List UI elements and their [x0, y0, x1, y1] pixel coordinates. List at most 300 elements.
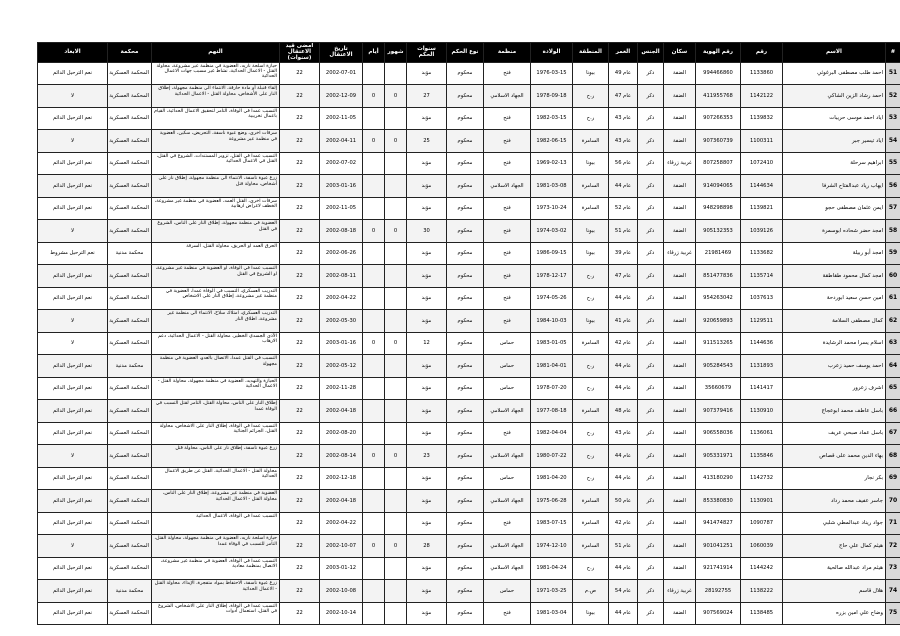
arrest-date: 2002-06-26	[320, 242, 363, 265]
sentence-years: 27	[407, 85, 447, 108]
prisoner-id: 1130901	[741, 490, 783, 513]
organization: حماس	[484, 355, 531, 378]
sex: ذكر	[638, 107, 664, 130]
residence: الضفة	[664, 512, 696, 535]
sentence-days	[363, 310, 385, 333]
residence: غربية زرقاء	[664, 580, 696, 603]
column-header: الابعاد	[38, 43, 108, 63]
sentence-months	[385, 107, 407, 130]
id-card-number: 914094065	[696, 175, 741, 198]
sentence-years: مؤبد	[407, 355, 447, 378]
exile-status: لا	[38, 130, 108, 153]
sentence-days: 0	[363, 220, 385, 243]
age: عام 54	[609, 580, 638, 603]
court: المحكمة العسكرية	[108, 377, 152, 400]
organization: فتح	[484, 242, 531, 265]
region: السامرة	[573, 512, 609, 535]
sentence-months	[385, 602, 407, 625]
column-header: العمر	[609, 43, 638, 63]
years-served: 22	[280, 265, 320, 288]
sentence-years: مؤبد	[407, 467, 447, 490]
age: عام 44	[609, 557, 638, 580]
column-header: الولادة	[531, 43, 573, 63]
sentence-years: مؤبد	[407, 377, 447, 400]
sentence-days: 0	[363, 535, 385, 558]
birth-date: 1982-06-15	[531, 130, 573, 153]
id-card-number: 906558036	[696, 422, 741, 445]
charges: التسبب عمدا في الوفاة، العضوية في منظمة غير مشروعة، الاتصال بمنظمة معادية	[152, 557, 280, 580]
birth-date: 1978-07-20	[531, 377, 573, 400]
age: عام 43	[609, 130, 638, 153]
table-row	[38, 355, 900, 378]
row-number: 64	[886, 355, 900, 378]
column-header: رقم	[741, 43, 783, 63]
prisoner-id: 1144636	[741, 332, 783, 355]
years-served: 22	[280, 377, 320, 400]
court: المحكمة العسكرية	[108, 107, 152, 130]
years-served: 22	[280, 512, 320, 535]
age: عام 52	[609, 197, 638, 220]
sentence-years: مؤبد	[407, 310, 447, 333]
arrest-date: 2002-10-08	[320, 580, 363, 603]
region: بيونا	[573, 242, 609, 265]
birth-date: 1982-03-15	[531, 107, 573, 130]
residence: الضفة	[664, 490, 696, 513]
prisoner-name: باسل عاطف محمد ابوعجاج	[783, 400, 886, 423]
sentence-years: 30	[407, 220, 447, 243]
years-served: 22	[280, 62, 320, 85]
arrest-date: 2003-01-16	[320, 175, 363, 198]
id-card-number: 411955768	[696, 85, 741, 108]
sentence-days: 0	[363, 85, 385, 108]
id-card-number: 905132353	[696, 220, 741, 243]
organization: فتح	[484, 197, 531, 220]
region: ص.م	[573, 580, 609, 603]
charges: التدريب العسكري، التسبب في الوفاة عمدا، العضوية في منظمة غير مشروعة، إطلاق النار على الاشخاص	[152, 287, 280, 310]
table-row	[38, 422, 900, 445]
arrest-date: 2002-05-12	[320, 355, 363, 378]
arrest-date: 2002-04-11	[320, 130, 363, 153]
residence: الضفة	[664, 535, 696, 558]
residence: الضفة	[664, 422, 696, 445]
prisoner-id: 1138222	[741, 580, 783, 603]
region: ر.ح	[573, 355, 609, 378]
residence: الضفة	[664, 355, 696, 378]
sentence-days	[363, 62, 385, 85]
prisoner-name: اياد تيسير جبر	[783, 130, 886, 153]
arrest-date: 2002-08-20	[320, 422, 363, 445]
birth-date: 1983-07-15	[531, 512, 573, 535]
table-row	[38, 535, 900, 558]
court: المحكمة العسكرية	[108, 512, 152, 535]
table-row	[38, 602, 900, 625]
sentence-days	[363, 152, 385, 175]
sentence-type: محكوم	[447, 130, 484, 153]
row-number: 60	[886, 265, 900, 288]
sentence-months	[385, 197, 407, 220]
sentence-type: محكوم	[447, 220, 484, 243]
prisoner-name: احمد رشاد الزين الشاكي	[783, 85, 886, 108]
years-served: 22	[280, 355, 320, 378]
row-number: 67	[886, 422, 900, 445]
organization: الجهاد الاسلامي	[484, 557, 531, 580]
id-card-number: 905284543	[696, 355, 741, 378]
years-served: 22	[280, 400, 320, 423]
prisoner-id: 1039126	[741, 220, 783, 243]
sentence-days	[363, 175, 385, 198]
sex: ذكر	[638, 400, 664, 423]
region: ر.ح	[573, 557, 609, 580]
column-header: رقم الهوية	[696, 43, 741, 63]
years-served: 22	[280, 85, 320, 108]
region: السامرة	[573, 197, 609, 220]
table-row	[38, 85, 900, 108]
prisoner-name: امجد حضر شحاده ابوسمرة	[783, 220, 886, 243]
sentence-days: 0	[363, 130, 385, 153]
sentence-type: محكوم	[447, 490, 484, 513]
organization: الجهاد الاسلامي	[484, 400, 531, 423]
row-number: 72	[886, 535, 900, 558]
years-served: 22	[280, 580, 320, 603]
region: بيونا	[573, 62, 609, 85]
sentence-type: محكوم	[447, 310, 484, 333]
sentence-type: محكوم	[447, 85, 484, 108]
prisoner-id: 1090787	[741, 512, 783, 535]
organization: حماس	[484, 580, 531, 603]
column-header: امضى قيد الاعتقال (سنوات)	[280, 43, 320, 63]
years-served: 22	[280, 332, 320, 355]
residence: الضفة	[664, 287, 696, 310]
court: المحكمة العسكرية	[108, 400, 152, 423]
sentence-years: مؤبد	[407, 287, 447, 310]
age: عام 42	[609, 512, 638, 535]
sentence-days: 0	[363, 332, 385, 355]
sentence-type: محكوم	[447, 332, 484, 355]
exile-status: نعم الترحيل الدائم	[38, 422, 108, 445]
residence: الضفة	[664, 310, 696, 333]
prisoner-id: 1142732	[741, 467, 783, 490]
prisoner-name: كمال مصطفى السلامة	[783, 310, 886, 333]
residence: الضفة	[664, 445, 696, 468]
sentence-days	[363, 355, 385, 378]
exile-status: نعم الترحيل الدائم	[38, 355, 108, 378]
prisoner-id: 1129511	[741, 310, 783, 333]
arrest-date: 2002-07-02	[320, 152, 363, 175]
prisoner-name: اشرف زعرور	[783, 377, 886, 400]
prisoner-id: 1139832	[741, 107, 783, 130]
court: المحكمة العسكرية	[108, 197, 152, 220]
prisoner-id: 1142122	[741, 85, 783, 108]
charges: زرع عبوة ناسفة، الانتماء الى منظمة مجهولة، إطلاق نار على أشخاص، محاولة قتل	[152, 175, 280, 198]
row-number: 61	[886, 287, 900, 310]
sex: ذكر	[638, 332, 664, 355]
table-row	[38, 400, 900, 423]
arrest-date: 2002-12-18	[320, 467, 363, 490]
age: عام 51	[609, 535, 638, 558]
row-number: 52	[886, 85, 900, 108]
sex: ذكر	[638, 85, 664, 108]
sex: ذكر	[638, 557, 664, 580]
sentence-type: محكوم	[447, 580, 484, 603]
region: بيونا	[573, 152, 609, 175]
id-card-number: 907569024	[696, 602, 741, 625]
row-number: 53	[886, 107, 900, 130]
row-number: 65	[886, 377, 900, 400]
sentence-years: 25	[407, 130, 447, 153]
table-row	[38, 265, 900, 288]
charges: الحرق العمد او الحريق، محاولة القتل، السرقة	[152, 242, 280, 265]
arrest-date: 2002-07-01	[320, 62, 363, 85]
charges: التسبب عمدا في الوفاة، او العضوية في منظمة غير مشروعة، او الشروع في القتل	[152, 265, 280, 288]
sentence-years: 23	[407, 445, 447, 468]
organization: فتح	[484, 310, 531, 333]
court: المحكمة العسكرية	[108, 332, 152, 355]
sentence-days	[363, 107, 385, 130]
exile-status: نعم الترحيل الدائم	[38, 512, 108, 535]
years-served: 22	[280, 242, 320, 265]
sentence-type: محكوم	[447, 355, 484, 378]
years-served: 22	[280, 287, 320, 310]
exile-status: نعم الترحيل الدائم	[38, 287, 108, 310]
sentence-days	[363, 602, 385, 625]
table-row	[38, 332, 900, 355]
sex: ذكر	[638, 467, 664, 490]
prisoner-id: 1144634	[741, 175, 783, 198]
residence: الضفة	[664, 557, 696, 580]
column-header: المنطقة	[573, 43, 609, 63]
sentence-days	[363, 287, 385, 310]
age: عام 49	[609, 62, 638, 85]
sentence-months: 0	[385, 85, 407, 108]
prisoner-name: احمد طلب مصطفى البرغوثي	[783, 62, 886, 85]
exile-status: لا	[38, 535, 108, 558]
birth-date: 1974-12-10	[531, 535, 573, 558]
sex: ذكر	[638, 130, 664, 153]
sentence-months	[385, 175, 407, 198]
charges: العضوية في منظمة غير مشروعة، إطلاق النار على الناس، محاولة القتل - الاعمال الحدائية	[152, 490, 280, 513]
table-row	[38, 377, 900, 400]
row-number: 68	[886, 445, 900, 468]
charges: التسبب في القتل عمدا، الاتصال بالعدو، العضوية في منظمة مجهولة	[152, 355, 280, 378]
column-header: سكان	[664, 43, 696, 63]
organization: الجهاد الاسلامي	[484, 175, 531, 198]
id-card-number: 907360739	[696, 130, 741, 153]
years-served: 22	[280, 490, 320, 513]
organization: الجهاد الاسلامي	[484, 85, 531, 108]
id-card-number: 948298898	[696, 197, 741, 220]
exile-status: نعم الترحيل الدائم	[38, 175, 108, 198]
court: المحكمة العسكرية	[108, 557, 152, 580]
birth-date: 1975-06-28	[531, 490, 573, 513]
birth-date: 1971-03-25	[531, 580, 573, 603]
exile-status: نعم الترحيل مشروط	[38, 242, 108, 265]
sentence-months	[385, 242, 407, 265]
sentence-type: محكوم	[447, 107, 484, 130]
residence: الضفة	[664, 265, 696, 288]
sentence-days	[363, 490, 385, 513]
table-row	[38, 220, 900, 243]
age: عام 56	[609, 152, 638, 175]
birth-date: 1981-03-04	[531, 602, 573, 625]
prisoner-id: 1060039	[741, 535, 783, 558]
row-number: 71	[886, 512, 900, 535]
prisoner-id: 1141417	[741, 377, 783, 400]
prisoner-name: امين حسن سعيد ابوردحة	[783, 287, 886, 310]
id-card-number: 994466860	[696, 62, 741, 85]
sex: ذكر	[638, 175, 664, 198]
region: ر.ح	[573, 445, 609, 468]
birth-date: 1980-07-22	[531, 445, 573, 468]
age: عام 44	[609, 175, 638, 198]
sentence-months: 0	[385, 535, 407, 558]
court: المحكمة العسكرية	[108, 287, 152, 310]
sentence-years: مؤبد	[407, 580, 447, 603]
sex: ذكر	[638, 535, 664, 558]
column-header: #	[886, 43, 900, 63]
region: السامرة	[573, 130, 609, 153]
arrest-date: 2002-12-09	[320, 85, 363, 108]
table-row	[38, 242, 900, 265]
organization: فتح	[484, 602, 531, 625]
prisoner-name: هلال قاسم	[783, 580, 886, 603]
prisoner-name: احمد يوسف حميد زعرب	[783, 355, 886, 378]
sentence-months	[385, 490, 407, 513]
sentence-years: مؤبد	[407, 422, 447, 445]
table-row	[38, 467, 900, 490]
years-served: 22	[280, 220, 320, 243]
region: السامرة	[573, 490, 609, 513]
residence: الضفة	[664, 332, 696, 355]
sentence-years: مؤبد	[407, 175, 447, 198]
prisoner-name: اسلام يسرا محمد الرشايدة	[783, 332, 886, 355]
column-header: نوع الحكم	[447, 43, 484, 63]
court: محكمة مدنية	[108, 355, 152, 378]
arrest-date: 2002-08-11	[320, 265, 363, 288]
birth-date: 1984-10-03	[531, 310, 573, 333]
id-card-number: 413180290	[696, 467, 741, 490]
column-header: تاريخ الاعتقال	[320, 43, 363, 63]
age: عام 44	[609, 602, 638, 625]
sentence-years: مؤبد	[407, 197, 447, 220]
column-header: محكمة	[108, 43, 152, 63]
court: المحكمة العسكرية	[108, 220, 152, 243]
sex: ذكر	[638, 355, 664, 378]
table-row	[38, 310, 900, 333]
region: السامرة	[573, 175, 609, 198]
residence: الضفة	[664, 62, 696, 85]
prisoner-name: هيثم كمال علي حاج	[783, 535, 886, 558]
region: بيونا	[573, 220, 609, 243]
charges: الأذى الجسدي الخطير، محاولة القتل - الاعمال الحدائية، دعم الارهاب	[152, 332, 280, 355]
prisoner-id: 1138485	[741, 602, 783, 625]
sentence-years: 12	[407, 332, 447, 355]
residence: الضفة	[664, 197, 696, 220]
arrest-date: 2002-04-22	[320, 512, 363, 535]
years-served: 22	[280, 130, 320, 153]
prisoner-name: وضاح علي امين بزره	[783, 602, 886, 625]
sentence-years: 28	[407, 535, 447, 558]
court: المحكمة العسكرية	[108, 467, 152, 490]
exile-status: لا	[38, 85, 108, 108]
charges: حيازة اسلحة ناريه، العضوية في منظمة مجهولة، محاولة القتل، التآمر للتسبب في الوفاة عمدا	[152, 535, 280, 558]
charges: حيازة اسلحة ناريه، العضوية في منظمة عير مشروعة، محاولة القتل - الاعمال الحدائية، نشاط غير مسبب جهات الاعمال الحدائية	[152, 62, 280, 85]
id-card-number: 907266353	[696, 107, 741, 130]
sex: ذكر	[638, 602, 664, 625]
court: المحكمة العسكرية	[108, 310, 152, 333]
exile-status: لا	[38, 220, 108, 243]
years-served: 22	[280, 535, 320, 558]
court: المحكمة العسكرية	[108, 535, 152, 558]
charges: إطلاق النار على الناس، محاولة القتل، التآمر لقتل التسبب في الوفاة عمدا	[152, 400, 280, 423]
table-row	[38, 197, 900, 220]
sentence-months	[385, 400, 407, 423]
table-row	[38, 152, 900, 175]
table-row	[38, 287, 900, 310]
court: محكمة مدنية	[108, 242, 152, 265]
table-row	[38, 490, 900, 513]
sentence-years: مؤبد	[407, 265, 447, 288]
exile-status: نعم الترحيل الدائم	[38, 152, 108, 175]
sentence-days	[363, 197, 385, 220]
id-card-number: 35660679	[696, 377, 741, 400]
prisoner-name: بكر نجار	[783, 467, 886, 490]
organization: فتح	[484, 422, 531, 445]
sentence-years: مؤبد	[407, 557, 447, 580]
sentence-months	[385, 580, 407, 603]
organization: فتح	[484, 152, 531, 175]
prisoner-name: ايمن عثمان مصطفى حجو	[783, 197, 886, 220]
court: المحكمة العسكرية	[108, 422, 152, 445]
birth-date: 1973-10-24	[531, 197, 573, 220]
years-served: 22	[280, 197, 320, 220]
sex: ذكر	[638, 422, 664, 445]
sentence-type: محكوم	[447, 287, 484, 310]
sentence-months	[385, 287, 407, 310]
arrest-date: 2002-08-14	[320, 445, 363, 468]
row-number: 70	[886, 490, 900, 513]
age: عام 42	[609, 332, 638, 355]
sex: ذكر	[638, 580, 664, 603]
prisoner-name: اياد احمد موسى حريبات	[783, 107, 886, 130]
table-row	[38, 580, 900, 603]
court: المحكمة العسكرية	[108, 490, 152, 513]
arrest-date: 2003-01-12	[320, 557, 363, 580]
id-card-number: 920659893	[696, 310, 741, 333]
years-served: 22	[280, 445, 320, 468]
table-row	[38, 62, 900, 85]
exile-status: نعم الترحيل الدائم	[38, 602, 108, 625]
residence: الضفة	[664, 107, 696, 130]
exile-status: نعم الترحيل الدائم	[38, 62, 108, 85]
sentence-days	[363, 580, 385, 603]
age: عام 44	[609, 355, 638, 378]
age: عام 44	[609, 445, 638, 468]
birth-date: 1976-03-15	[531, 62, 573, 85]
row-number: 74	[886, 580, 900, 603]
row-number: 66	[886, 400, 900, 423]
organization: الجهاد الاسلامي	[484, 445, 531, 468]
exile-status: لا	[38, 445, 108, 468]
court: المحكمة العسكرية	[108, 265, 152, 288]
sentence-type: محكوم	[447, 445, 484, 468]
charges: محاولة القتل - الاعمال الحدائية، القتل عن طريق الاعمال الحدائية	[152, 467, 280, 490]
prisoner-id: 1133682	[741, 242, 783, 265]
years-served: 22	[280, 310, 320, 333]
prisoner-id: 1130910	[741, 400, 783, 423]
court: المحكمة العسكرية	[108, 85, 152, 108]
id-card-number: 807258807	[696, 152, 741, 175]
sentence-type: محكوم	[447, 377, 484, 400]
